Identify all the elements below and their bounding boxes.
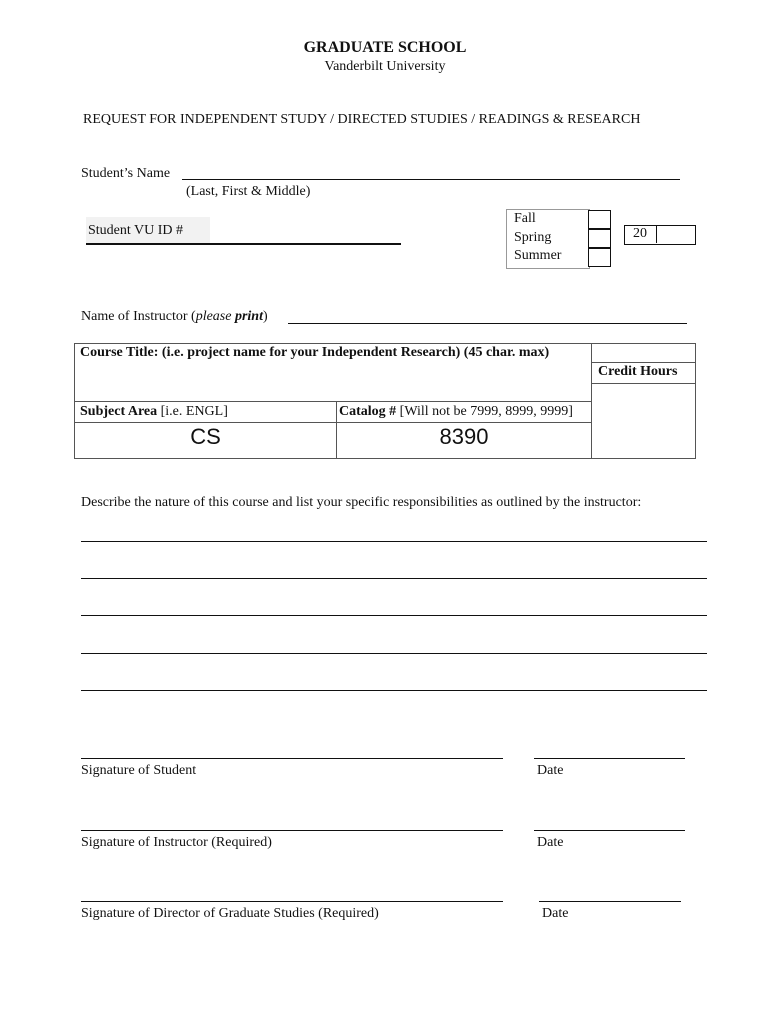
description-line-4[interactable] (81, 653, 707, 654)
instructor-date-line[interactable] (534, 830, 685, 831)
director-signature-line[interactable] (81, 901, 503, 902)
page-title: GRADUATE SCHOOL (303, 39, 467, 56)
description-line-3[interactable] (81, 615, 707, 616)
term-summer-label: Summer (514, 248, 562, 263)
catalog-value: 8390 (439, 424, 489, 449)
term-summer-checkbox[interactable] (588, 248, 611, 267)
description-line-1[interactable] (81, 541, 707, 542)
student-id-label: Student VU ID # (88, 223, 184, 238)
year-suffix-field[interactable] (657, 226, 693, 243)
instructor-signature-line[interactable] (81, 830, 503, 831)
student-date-label: Date (537, 763, 564, 778)
student-signature-line[interactable] (81, 758, 503, 759)
director-date-line[interactable] (539, 901, 681, 902)
term-fall-label: Fall (514, 211, 536, 226)
student-id-field[interactable] (86, 243, 401, 245)
page-subtitle: Vanderbilt University (324, 59, 446, 74)
term-spring-label: Spring (514, 230, 552, 245)
student-name-field[interactable] (182, 179, 680, 180)
catalog-label: Catalog # [Will not be 7999, 8999, 9999] (339, 404, 573, 419)
term-spring-checkbox[interactable] (588, 229, 611, 248)
credit-hours-label: Credit Hours (598, 364, 678, 379)
subject-area-label: Subject Area [i.e. ENGL] (80, 404, 228, 419)
description-prompt: Describe the nature of this course and list your specific responsibilities as outlined by the instructor: (81, 495, 642, 510)
request-title: REQUEST FOR INDEPENDENT STUDY / DIRECTED STUDIES / READINGS & RESEARCH (83, 112, 641, 127)
description-line-2[interactable] (81, 578, 707, 579)
student-name-hint: (Last, First & Middle) (186, 184, 311, 199)
director-date-label: Date (542, 906, 569, 921)
director-signature-label: Signature of Director of Graduate Studies (Required) (81, 906, 379, 921)
instructor-date-label: Date (537, 835, 564, 850)
student-name-label: Student’s Name (81, 166, 171, 181)
student-date-line[interactable] (534, 758, 685, 759)
instructor-name-field[interactable] (288, 323, 687, 324)
subject-area-value: CS (190, 424, 221, 449)
term-fall-checkbox[interactable] (588, 210, 611, 229)
credit-hours-cell[interactable] (591, 343, 696, 459)
year-prefix: 20 (633, 226, 647, 241)
student-signature-label: Signature of Student (81, 763, 197, 778)
instructor-label: Name of Instructor (please print) (81, 309, 268, 324)
course-title-label: Course Title: (i.e. project name for your Independent Research) (45 char. max) (80, 345, 550, 360)
instructor-signature-label: Signature of Instructor (Required) (81, 835, 272, 850)
description-line-5[interactable] (81, 690, 707, 691)
